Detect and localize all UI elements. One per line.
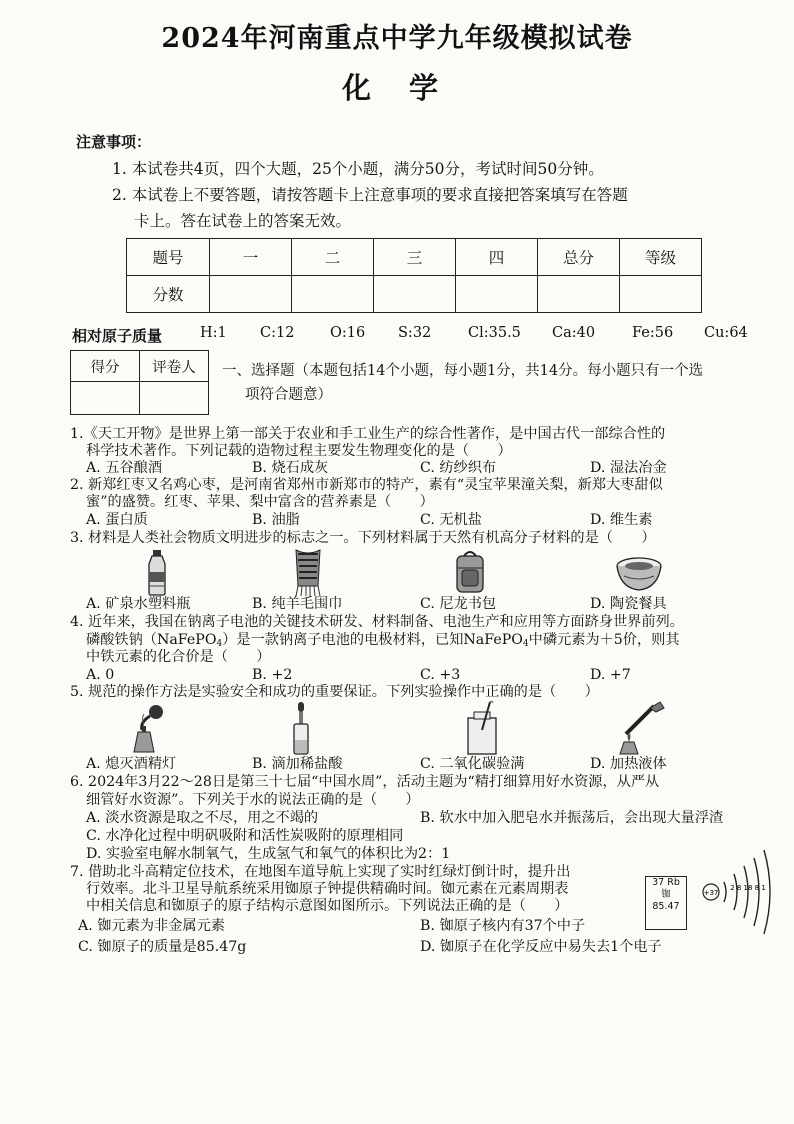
rubidium-atom-structure-diagram (702, 848, 792, 938)
q4-stem-cont2: 中铁元素的化合价是（ ） (86, 649, 271, 665)
q3-option-d: D. 陶瓷餐具 (590, 596, 667, 612)
q6-stem-cont: 细管好水资源”。下列关于水的说法正确的是（ ） (86, 792, 420, 808)
score-header-cell: 总分 (538, 239, 620, 276)
score-table-header-row (127, 239, 702, 276)
q2-option-d: D. 维生素 (590, 512, 653, 528)
subject-title: 化 学 (341, 71, 453, 105)
q4-option-a: A. 0 (86, 667, 115, 683)
q6-option-a: A. 淡水资源是取之不尽，用之不竭的 (86, 810, 319, 826)
q4-option-b: B. +2 (252, 667, 293, 683)
element-number: 37 (652, 877, 665, 888)
q3-option-b: B. 纯羊毛围巾 (252, 596, 343, 612)
electron-shell-2 (734, 874, 737, 910)
score-header-cell: 题号 (127, 239, 210, 276)
q2-stem-cont: 蜜”的盛赞。红枣、苹果、梨中富含的营养素是（ ） (86, 494, 434, 510)
score-header-cell: 四 (456, 239, 538, 276)
q3-stem: 3. 材料是人类社会物质文明进步的标志之一。下列材料属于天然有机高分子材料的是（ ） (70, 530, 656, 546)
notes-item-2: 2. 本试卷上不要答题，请按答题卡上注意事项的要求直接把答案填写在答题 (112, 186, 628, 204)
atomic-mass-item: O:16 (330, 325, 366, 341)
q4-option-d: D. +7 (590, 667, 631, 683)
q7-option-c: C. 铷原子的质量是85.47g (78, 939, 247, 955)
electron-shell-4 (754, 858, 759, 926)
score-table (126, 238, 702, 313)
ceramic-tableware-image (614, 552, 664, 594)
score-header-cell: 三 (374, 239, 456, 276)
section1-heading: 一、选择题（本题包括14个小题，每小题1分，共14分。每小题只有一个选 (222, 363, 704, 379)
plastic-bottle-image (140, 548, 174, 596)
q1-option-d: D. 湿法冶金 (590, 460, 667, 476)
q4-option-c: C. +3 (420, 667, 461, 683)
exam-title: 2024年河南重点中学九年级模拟试卷 (161, 23, 633, 54)
score-cell (374, 276, 456, 313)
q1-option-b: B. 烧石成灰 (252, 460, 329, 476)
q7-stem-cont: 行效率。北斗卫星导航系统采用铷原子钟提供精确时间。铷元素在元素周期表 (86, 881, 569, 897)
q1-option-c: C. 纺纱织布 (420, 460, 497, 476)
q2-option-c: C. 无机盐 (420, 512, 482, 528)
co2-full-test-image (462, 700, 502, 756)
atomic-mass-item: Fe:56 (632, 325, 674, 341)
atomic-mass-item: Cu:64 (704, 325, 748, 341)
atomic-masses-label: 相对原子质量 (72, 327, 163, 345)
q4-stem-cont: 磷酸铁钠（NaFePO$_4$）是一款钠离子电池的电极材料，已知NaFePO$_4$中磷元素为＋5价，则其 (86, 632, 680, 649)
q6-stem: 6. 2024年3月22～28日是第三十七届“中国水周”，活动主题为“精打细算用好水资源，从严从 (70, 774, 660, 790)
grader-score-label: 得分 (71, 351, 140, 382)
atomic-mass-item: C:12 (260, 325, 295, 341)
score-table-value-row (127, 276, 702, 313)
q5-option-b: B. 滴加稀盐酸 (252, 756, 343, 772)
q5-option-c: C. 二氧化碳验满 (420, 756, 525, 772)
q7-stem: 7. 借助北斗高精定位技术，在地图车道导航上实现了实时红绿灯倒计时，提升出 (70, 864, 571, 880)
heating-liquid-image (616, 698, 668, 756)
q5-option-a: A. 熄灭酒精灯 (86, 756, 177, 772)
score-cell (620, 276, 702, 313)
grader-score-cell (71, 382, 140, 415)
q7-option-d: D. 铷原子在化学反应中易失去1个电子 (420, 939, 662, 955)
q5-stem: 5. 规范的操作方法是实验安全和成功的重要保证。下列实验操作中正确的是（ ） (70, 684, 599, 700)
element-mass: 85.47 (652, 901, 680, 912)
q6-option-b: B. 软水中加入肥皂水并振荡后，会出现大量浮渣 (420, 810, 724, 826)
shell-electron-counts: 2 8 18 8 1 (730, 884, 766, 892)
notes-item-2-cont: 卡上。答在试卷上的答案无效。 (134, 212, 352, 230)
q6-option-d: D. 实验室电解水制氧气，生成氢气和氧气的体积比为2：1 (86, 846, 451, 862)
notes-item-1: 1. 本试卷共4页，四个大题，25个小题，满分50分，考试时间50分钟。 (112, 160, 604, 178)
q6-option-c: C. 水净化过程中明矾吸附和活性炭吸附的原理相同 (86, 828, 404, 844)
q7-stem-cont2: 中相关信息和铷原子的原子结构示意图如图所示。下列说法正确的是（ ） (86, 898, 569, 914)
score-cell (292, 276, 374, 313)
q3-option-c: C. 尼龙书包 (420, 596, 497, 612)
q2-option-b: B. 油脂 (252, 512, 300, 528)
score-cell (538, 276, 620, 313)
score-cell (456, 276, 538, 313)
q7-option-a: A. 铷元素为非金属元素 (78, 918, 225, 934)
alcohol-lamp-blowing-image (128, 702, 174, 754)
notes-heading: 注意事项： (76, 133, 152, 151)
grader-name-label: 评卷人 (140, 351, 209, 382)
score-header-cell: 二 (292, 239, 374, 276)
nylon-schoolbag-image (452, 548, 488, 596)
rubidium-element-card (645, 876, 687, 930)
q1-option-a: A. 五谷酿酒 (86, 460, 163, 476)
atomic-mass-item: Cl:35.5 (468, 325, 521, 341)
section1-heading-cont: 项符合题意） (245, 387, 332, 403)
nucleus-charge: +37 (703, 889, 719, 897)
q1-stem: 1.《天工开物》是世界上第一部关于农业和手工业生产的综合性著作，是中国古代一部综合性的 (70, 426, 666, 442)
electron-shell-3 (744, 866, 748, 918)
atomic-mass-item: S:32 (398, 325, 432, 341)
grader-table (70, 350, 209, 415)
q4-stem: 4. 近年来，我国在钠离子电池的关键技术研发、材料制备、电池生产和应用等方面跻身世界前列。 (70, 614, 684, 630)
score-cell (210, 276, 292, 313)
atomic-mass-item: Ca:40 (552, 325, 596, 341)
element-name: 铷 (661, 889, 671, 900)
q5-option-d: D. 加热液体 (590, 756, 667, 772)
q3-option-a: A. 矿泉水塑料瓶 (86, 596, 191, 612)
score-row-label: 分数 (127, 276, 210, 313)
q2-stem: 2. 新郑红枣又名鸡心枣，是河南省郑州市新郑市的特产，素有“灵宝苹果潼关梨，新郑大枣甜似 (70, 477, 663, 493)
element-symbol: Rb (667, 877, 680, 888)
q7-option-b: B. 铷原子核内有37个中子 (420, 918, 586, 934)
electron-shell-5 (764, 850, 770, 934)
wool-scarf-image (288, 546, 328, 598)
q1-stem-cont: 科学技术著作。下列记载的造物过程主要发生物理变化的是（ ） (86, 443, 512, 459)
atomic-mass-item: H:1 (200, 325, 227, 341)
electron-shell-1 (724, 882, 726, 902)
grader-name-cell (140, 382, 209, 415)
score-header-cell: 等级 (620, 239, 702, 276)
dropping-hydrochloric-acid-image (286, 700, 316, 756)
q2-option-a: A. 蛋白质 (86, 512, 148, 528)
score-header-cell: 一 (210, 239, 292, 276)
